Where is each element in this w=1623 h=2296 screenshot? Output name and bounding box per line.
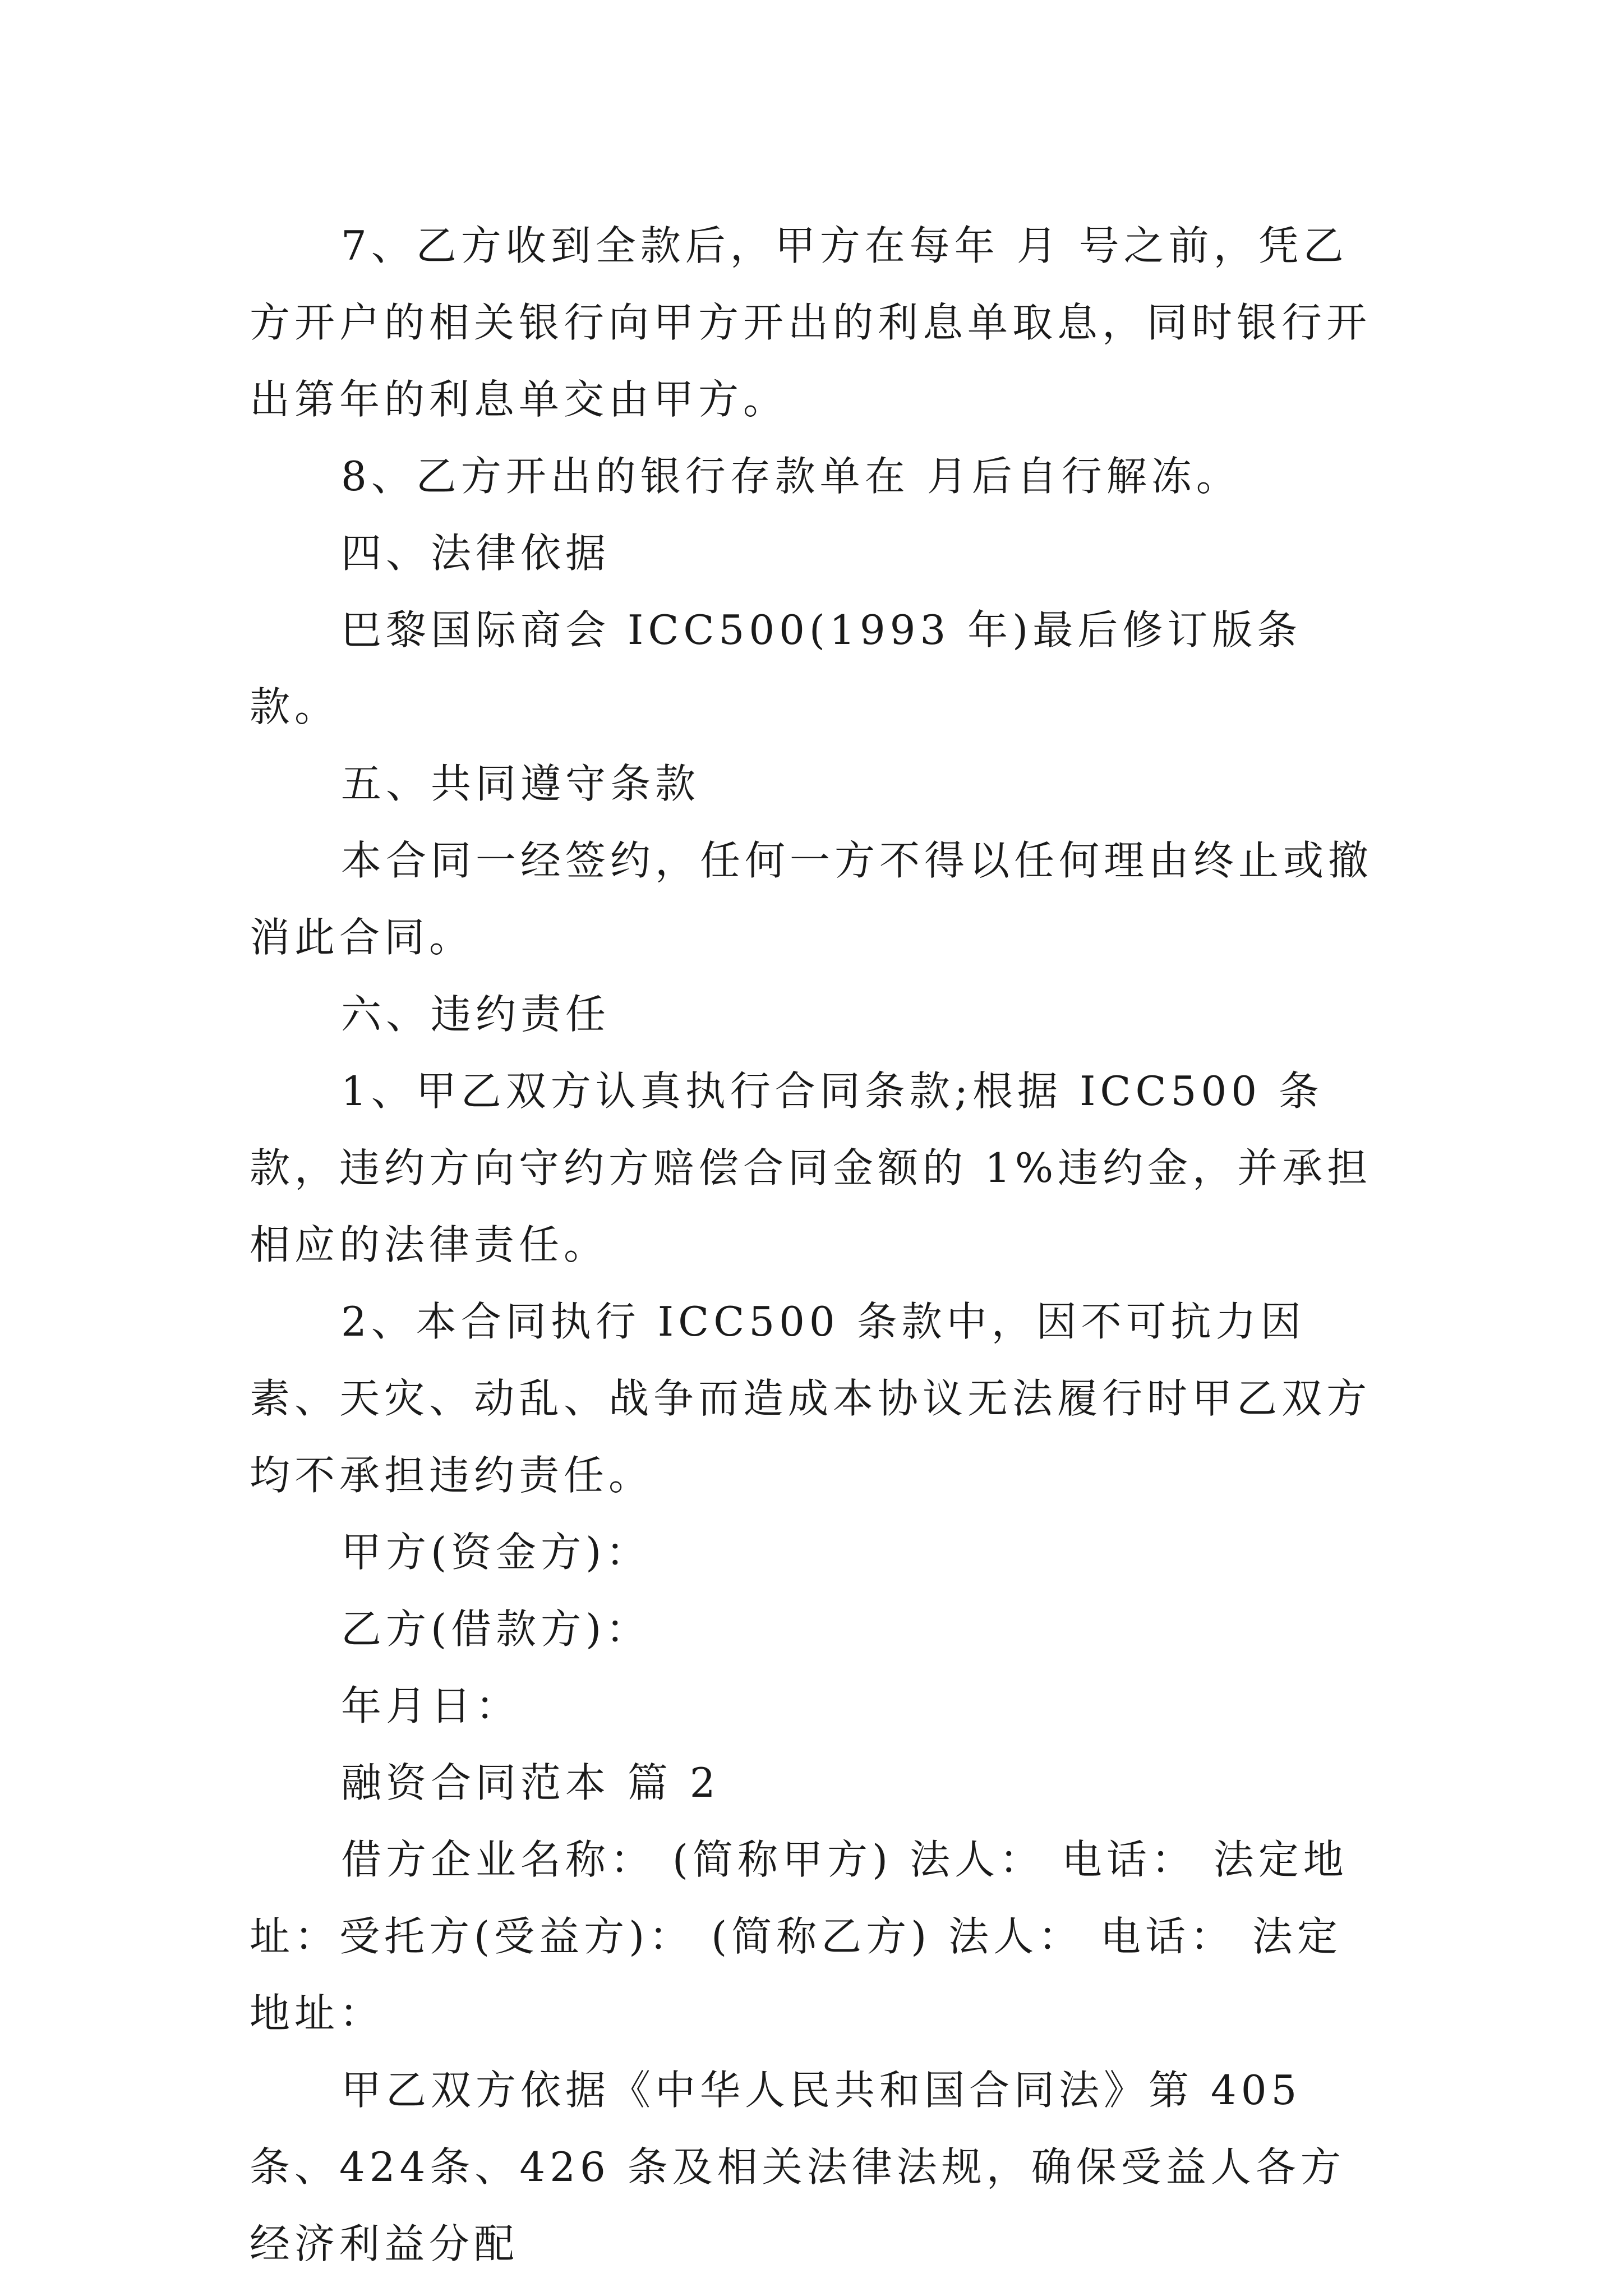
clause-7-paragraph: 7、乙方收到全款后，甲方在每年 月 号之前，凭乙方开户的相关银行向甲方开出的利息单取息，同时银行开出第年的利息单交由甲方。 [250, 222, 1372, 423]
party-a-signature-line: 甲方(资金方)： [341, 1529, 651, 1576]
parties-info-paragraph: 借方企业名称： (简称甲方) 法人： 电话： 法定地址：受托方(受益方)： (简称乙方) 法人： 电话： 法定地址： [250, 1836, 1348, 2037]
template-2-title: 融资合同范本 篇 2 [341, 1759, 720, 1806]
liability-clause-1-paragraph: 1、甲乙双方认真执行合同条款;根据 ICC500 条款，违约方向守约方赔偿合同金额的 1%违约金，并承担相应的法律责任。 [250, 1068, 1372, 1268]
date-line: 年月日： [341, 1682, 521, 1729]
clause-8-paragraph: 8、乙方开出的银行存款单在 月后自行解冻。 [341, 453, 1241, 500]
liability-clause-2-paragraph: 2、本合同执行 ICC500 条款中，因不可抗力因素、天灾、动乱、战争而造成本协议无法履行时甲乙双方均不承担违约责任。 [250, 1298, 1372, 1499]
section-heading-common-terms: 五、共同遵守条款 [341, 760, 700, 807]
legal-basis-paragraph: 巴黎国际商会 ICC500(1993 年)最后修订版条款。 [250, 606, 1302, 730]
party-b-signature-line: 乙方(借款方)： [341, 1605, 651, 1653]
document-body [250, 208, 1382, 2283]
section-heading-legal-basis: 四、法律依据 [341, 530, 611, 577]
contract-basis-paragraph: 甲乙双方依据《中华人民共和国合同法》第 405 条、424条、426 条及相关法律法规，确保受益人各方经济利益分配 [250, 2067, 1345, 2267]
common-terms-paragraph: 本合同一经签约，任何一方不得以任何理由终止或撤消此合同。 [250, 837, 1373, 961]
section-heading-liability: 六、违约责任 [341, 991, 611, 1038]
